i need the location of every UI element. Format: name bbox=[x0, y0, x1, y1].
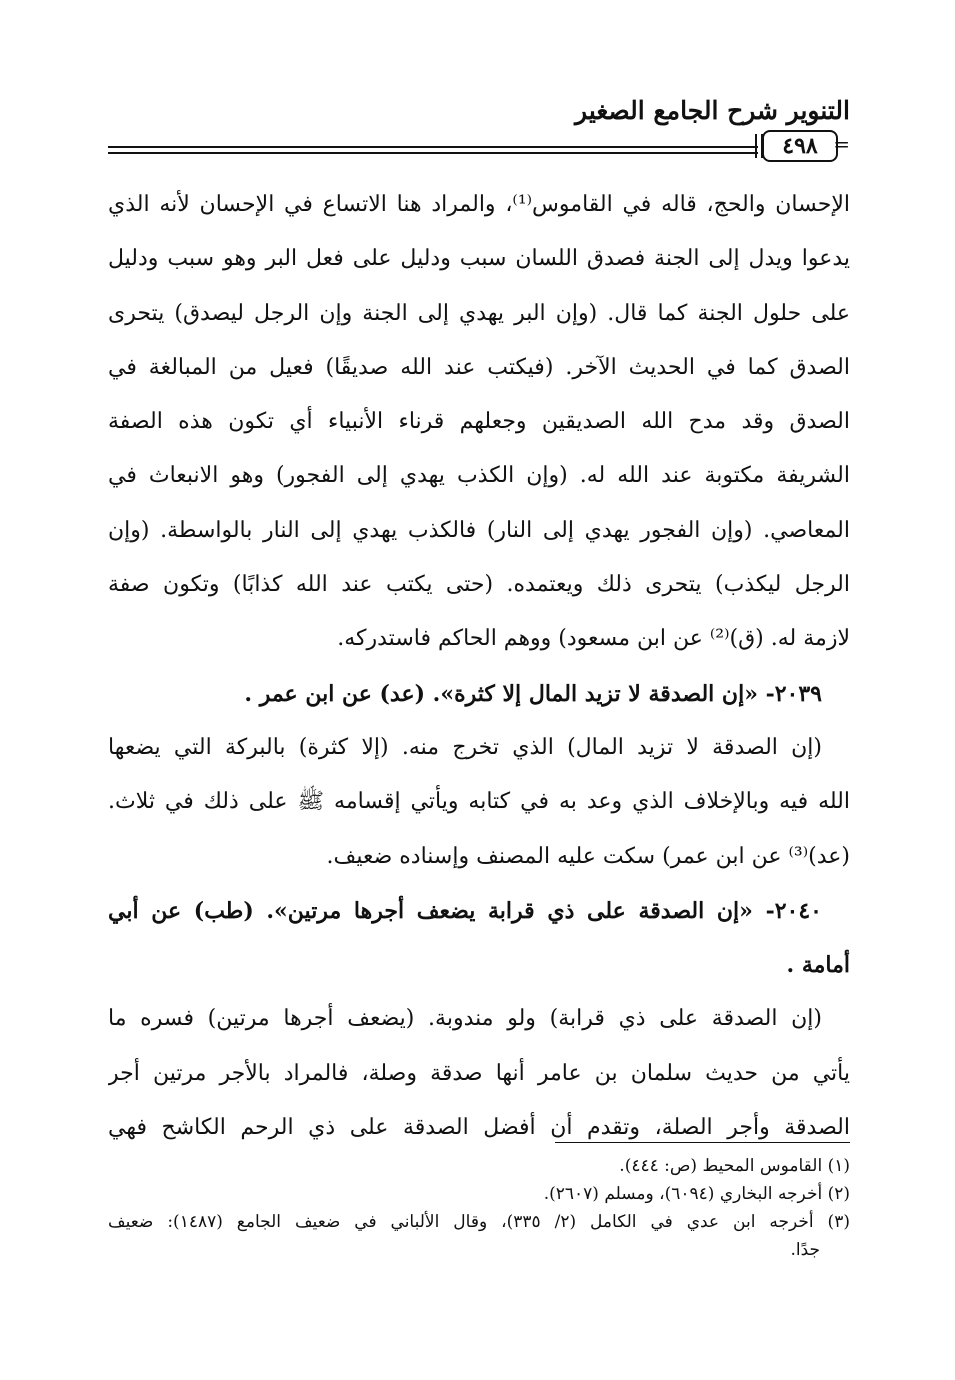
text-line: (إن الصدقة على ذي قرابة) ولو مندوبة. (يضعف أجرها مرتين) فسره ما bbox=[108, 1006, 822, 1032]
footnote-2: (٢) أخرجه البخاري (٦٠٩٤)، ومسلم (٢٦٠٧). bbox=[543, 1184, 850, 1204]
header-rule-bottom bbox=[108, 152, 758, 154]
text-line: (إن الصدقة لا تزيد المال) الذي تخرج منه. (إلا كثرة) بالبركة التي يضعها bbox=[108, 734, 822, 760]
footnotes bbox=[108, 1152, 850, 1264]
text-line: الشريفة مكتوبة عند الله له. (وإن الكذب يهدي إلى الفجور) وهو الانبعاث في bbox=[108, 463, 850, 489]
text-line: (عد)⁽³⁾ عن ابن عمر) سكت عليه المصنف وإسناده ضعيف. bbox=[326, 843, 850, 869]
header-rule-top bbox=[108, 146, 758, 148]
text-line: الصدق كما في الحديث الآخر. (فيكتب عند الله صديقًا) فعيل من المبالغة في bbox=[108, 354, 850, 380]
text-line: الرجل ليكذب) يتحرى ذلك ويعتمده. (حتى يكتب عند الله كذابًا) وتكون صفة bbox=[108, 572, 850, 598]
text-line: المعاصي. (وإن الفجور يهدي إلى النار) فالكذب يهدي إلى النار بالواسطة. (وإن bbox=[108, 517, 850, 543]
main-text bbox=[108, 178, 850, 1155]
text-line: الصدق وقد مدح الله الصديقين وجعلهم قرناء الأنبياء أي تكون هذه الصفة bbox=[108, 409, 850, 435]
footnote-3-cont: جدًا. bbox=[790, 1240, 820, 1260]
hadith-2039: ٢٠٣٩- «إن الصدقة لا تزيد المال إلا كثرة». (عد) عن ابن عمر . bbox=[244, 680, 822, 707]
book-title: التنوير شرح الجامع الصغير bbox=[575, 96, 850, 125]
page-header bbox=[108, 92, 850, 162]
text-line: الإحسان والحج، قاله في القاموس⁽¹⁾، والمراد هنا الاتساع في الإحسان لأنه الذي bbox=[108, 192, 850, 217]
page-number: ٤٩٨ bbox=[762, 130, 838, 162]
text-line: على حلول الجنة كما قال. (وإن البر يهدي إلى الجنة وإن الرجل ليصدق) يتحرى bbox=[108, 300, 850, 326]
hadith-2040: ٢٠٤٠- «إن الصدقة على ذي قرابة يضعف أجرها مرتين». (طب) عن أبي bbox=[108, 897, 822, 924]
text-line: يأتي من حديث سلمان بن عامر أنها صدقة وصلة، فالمراد بالأجر مرتين أجر bbox=[108, 1060, 850, 1086]
text-line: لازمة له. (ق)⁽²⁾ عن ابن مسعود) ووهم الحاكم فاستدركه. bbox=[337, 626, 850, 652]
footnote-separator bbox=[555, 1142, 850, 1143]
footnote-1: (١) القاموس المحيط (ص: ٤٤٤). bbox=[619, 1156, 850, 1176]
text-line: الصدقة وأجر الصلة، وتقدم أن أفضل الصدقة على ذي الرحم الكاشح فهي bbox=[108, 1115, 850, 1141]
footnote-3: (٣) أخرجه ابن عدي في الكامل (٢/ ٣٣٥)، وقال الألباني في ضعيف الجامع (١٤٨٧): ضعيف bbox=[108, 1212, 850, 1232]
text-line: يدعوا ويدل إلى الجنة فصدق اللسان سبب ودليل على فعل البر وهو سبب ودليل bbox=[108, 246, 850, 272]
header-ornament: = bbox=[833, 132, 850, 156]
hadith-2040-cont: أمامة . bbox=[786, 952, 850, 979]
text-line: الله فيه وبالإخلاف الذي وعد به في كتابه ويأتي إقسامه ﷺ على ذلك في ثلاث. bbox=[108, 789, 850, 815]
